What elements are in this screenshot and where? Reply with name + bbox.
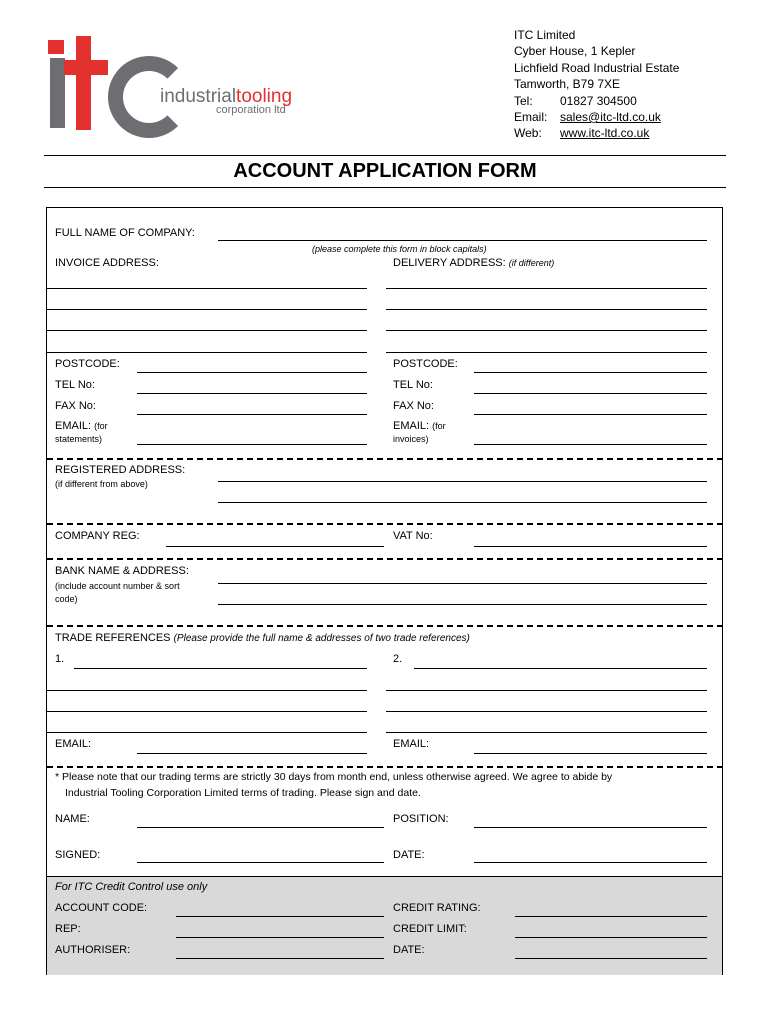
account-code-label: ACCOUNT CODE:: [55, 902, 148, 914]
tel-label: Tel:: [514, 93, 533, 108]
ref-2-email-label: EMAIL:: [393, 738, 430, 750]
divider-bank: [47, 558, 723, 560]
ref-2-line-1[interactable]: [414, 668, 707, 669]
logo-t-stem: [76, 36, 91, 130]
authoriser-label: AUTHORISER:: [55, 944, 131, 956]
email-row: [514, 109, 679, 125]
address-line-2: Lichfield Road Industrial Estate: [514, 60, 680, 75]
account-code-input[interactable]: [176, 916, 384, 917]
delivery-address-line-3[interactable]: [386, 330, 707, 331]
name-input[interactable]: [137, 827, 384, 828]
title-rule-top: [44, 155, 726, 156]
invoice-postcode-input[interactable]: [137, 372, 367, 373]
full-name-label: FULL NAME OF COMPANY:: [55, 227, 195, 239]
terms-line-1: * Please note that our trading terms are strictly 30 days from month end, unless otherwise agreed. We agree to abide by: [55, 771, 613, 783]
bank-name-label: BANK NAME & ADDRESS:: [55, 565, 189, 577]
ref-1-line-1[interactable]: [74, 668, 367, 669]
invoice-tel-label: TEL No:: [55, 379, 95, 391]
bank-note-b: code): [55, 594, 78, 604]
company-address-block: [514, 27, 679, 142]
logo-dot: [48, 40, 64, 54]
ref-1-number: 1.: [55, 653, 65, 665]
tel-row: [514, 93, 679, 109]
signed-input[interactable]: [137, 862, 384, 863]
delivery-postcode-input[interactable]: [474, 372, 707, 373]
statements-email-input[interactable]: [137, 444, 367, 445]
delivery-tel-input[interactable]: [474, 393, 707, 394]
trade-refs-label: [55, 632, 470, 644]
logo-word-industrial: industrial: [160, 86, 237, 107]
for-statements-b: statements): [55, 434, 103, 444]
invoice-fax-input[interactable]: [137, 414, 367, 415]
for-invoices-b: invoices): [393, 434, 429, 444]
delivery-fax-label: FAX No:: [393, 400, 434, 412]
ref-2-number: 2.: [393, 653, 403, 665]
position-input[interactable]: [474, 827, 707, 828]
bank-address-line-2[interactable]: [218, 604, 707, 605]
credit-limit-label: CREDIT LIMIT:: [393, 923, 467, 935]
address-line-1: Cyber House, 1 Kepler: [514, 44, 636, 59]
delivery-address-line-2[interactable]: [386, 309, 707, 310]
title-rule-bottom: [44, 187, 726, 188]
company-reg-input[interactable]: [166, 546, 384, 547]
logo-t-bar: [64, 60, 108, 75]
delivery-fax-input[interactable]: [474, 414, 707, 415]
divider-terms: [47, 766, 723, 768]
bank-address-line-1[interactable]: [218, 583, 707, 584]
delivery-address-label: [393, 257, 554, 269]
tel-value: 01827 304500: [560, 93, 637, 108]
rep-label: REP:: [55, 923, 81, 935]
delivery-address-text: DELIVERY ADDRESS:: [393, 257, 506, 269]
ref-1-line-4[interactable]: [47, 732, 367, 733]
delivery-postcode-label: POSTCODE:: [393, 358, 458, 370]
invoice-tel-input[interactable]: [137, 393, 367, 394]
ref-2-line-4[interactable]: [386, 732, 707, 733]
web-link[interactable]: www.itc-ltd.co.uk: [560, 126, 650, 141]
registered-address-line-2[interactable]: [218, 502, 707, 503]
web-label: Web:: [514, 126, 542, 141]
block-capitals-note: (please complete this form in block capitals): [312, 244, 487, 254]
page-title: ACCOUNT APPLICATION FORM: [233, 160, 537, 182]
statements-email-text: EMAIL:: [55, 420, 92, 432]
invoice-address-label: INVOICE ADDRESS:: [55, 257, 159, 269]
invoice-fax-label: FAX No:: [55, 400, 96, 412]
trade-refs-text: TRADE REFERENCES: [55, 632, 171, 644]
ref-1-email-input[interactable]: [137, 753, 367, 754]
vat-no-label: VAT No:: [393, 530, 433, 542]
ref-1-line-3[interactable]: [47, 711, 367, 712]
date-input[interactable]: [474, 862, 707, 863]
trade-refs-note: (Please provide the full name & addresses of two trade references): [173, 633, 470, 644]
rep-input[interactable]: [176, 937, 384, 938]
terms-line-2: Industrial Tooling Corporation Limited terms of trading. Please sign and date.: [65, 787, 421, 799]
delivery-address-line-4[interactable]: [386, 352, 707, 353]
invoice-address-line-4[interactable]: [47, 352, 367, 353]
company-reg-label: COMPANY REG:: [55, 530, 140, 542]
bank-note-a: (include account number & sort: [55, 581, 180, 591]
logo-word-tooling: tooling: [236, 86, 293, 107]
office-date-label: DATE:: [393, 944, 425, 956]
office-use-heading: For ITC Credit Control use only: [55, 881, 208, 893]
invoice-address-line-1[interactable]: [47, 288, 367, 289]
position-label: POSITION:: [393, 813, 449, 825]
ref-2-line-3[interactable]: [386, 711, 707, 712]
authoriser-input[interactable]: [176, 958, 384, 959]
invoice-address-line-3[interactable]: [47, 330, 367, 331]
email-link[interactable]: sales@itc-ltd.co.uk: [560, 110, 661, 125]
registered-address-label: REGISTERED ADDRESS:: [55, 464, 186, 476]
statements-email-label: [55, 420, 108, 432]
if-different-note: (if different): [508, 258, 555, 268]
credit-rating-label: CREDIT RATING:: [393, 902, 481, 914]
logo-i-stem: [50, 58, 65, 128]
vat-no-input[interactable]: [474, 546, 707, 547]
credit-rating-input[interactable]: [515, 916, 707, 917]
invoices-email-label: [393, 420, 446, 432]
logo-subtitle: corporation ltd: [216, 104, 286, 116]
invoices-email-text: EMAIL:: [393, 420, 430, 432]
divider-company-reg: [47, 523, 723, 525]
invoices-email-input[interactable]: [474, 444, 707, 445]
for-invoices-a: (for: [432, 421, 446, 431]
full-name-input[interactable]: [218, 240, 707, 241]
divider-trade-refs: [47, 625, 723, 627]
date-label: DATE:: [393, 849, 425, 861]
name-label: NAME:: [55, 813, 90, 825]
company-logo: [46, 36, 306, 136]
email-label: Email:: [514, 110, 548, 125]
registered-address-line-1[interactable]: [218, 481, 707, 482]
invoice-address-line-2[interactable]: [47, 309, 367, 310]
office-date-input[interactable]: [515, 958, 707, 959]
divider-registered: [47, 458, 723, 460]
delivery-tel-label: TEL No:: [393, 379, 433, 391]
ref-2-email-input[interactable]: [474, 753, 707, 754]
address-line-3: Tamworth, B79 7XE: [514, 77, 621, 92]
ref-1-line-2[interactable]: [47, 690, 367, 691]
signed-label: SIGNED:: [55, 849, 101, 861]
for-statements-a: (for: [94, 421, 108, 431]
credit-limit-input[interactable]: [515, 937, 707, 938]
registered-address-note: (if different from above): [55, 479, 148, 489]
web-row: [514, 125, 679, 141]
company-name: ITC Limited: [514, 28, 576, 42]
delivery-address-line-1[interactable]: [386, 288, 707, 289]
invoice-postcode-label: POSTCODE:: [55, 358, 120, 370]
ref-2-line-2[interactable]: [386, 690, 707, 691]
ref-1-email-label: EMAIL:: [55, 738, 92, 750]
